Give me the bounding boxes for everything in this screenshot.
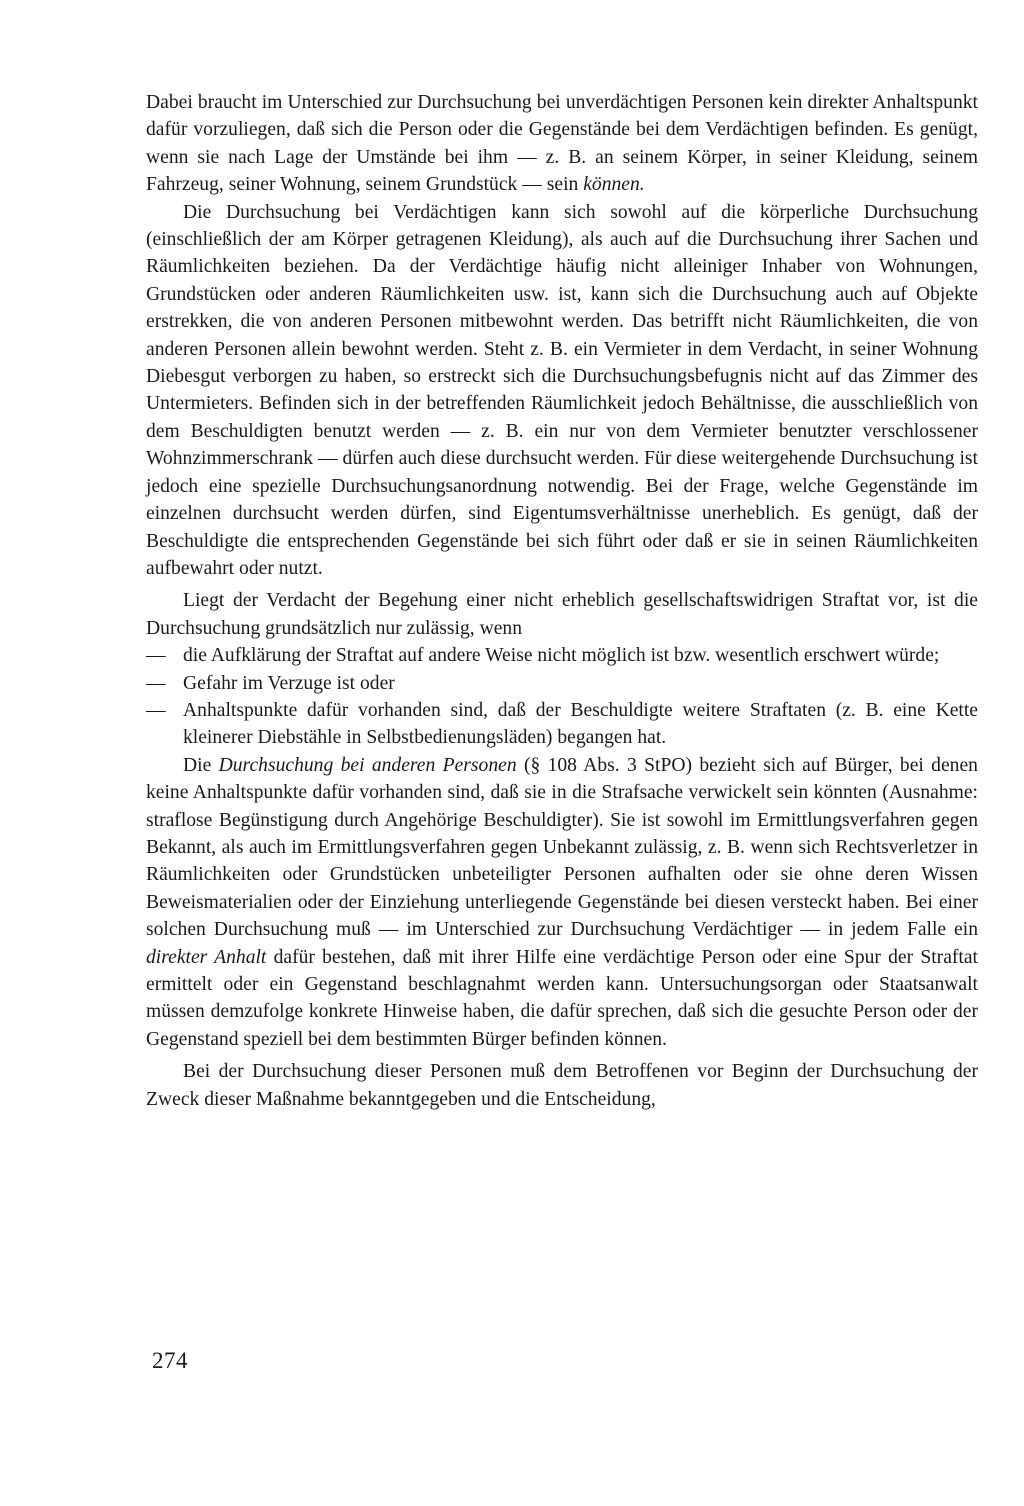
paragraph xyxy=(146,1058,978,1113)
body-text xyxy=(146,89,978,1113)
emphasis-text: können. xyxy=(583,174,645,196)
text-run: Bei der Durchsuchung dieser Personen muß dem Betroffenen vor Beginn der Durchsuchung der Zweck dieser Maßnahme bekanntgegeben und die Entscheidung, xyxy=(146,1061,978,1110)
text-run: Dabei braucht im Unterschied zur Durchsuchung bei unverdächtigen Personen kein direkter Anhaltspunkt dafür vorzuliegen, daß sich die Person oder die Gegenstände bei dem Verdächtigen befinden. Es genügt, wenn sie nach Lage der Umstände bei ihm — z. B. an seinem Körper, in seiner Kleidung, seinem Fahrzeug, seiner Wohnung, seinem Grundstück — sein xyxy=(146,92,978,196)
text-run: dafür bestehen, daß mit ihrer Hilfe eine verdächtige Person oder eine Spur der Straftat ermittelt oder ein Gegenstand beschlagnahmt werden kann. Untersuchungsorgan oder Staatsanwalt müssen demzufolge konkrete Hinweise haben, die dafür sprechen, daß sich die gesuchte Person oder der Gegenstand speziell bei dem bestimmten Bürger befinden können. xyxy=(146,946,979,1050)
text-run: Die xyxy=(183,754,219,776)
text-run: Liegt der Verdacht der Begehung einer nicht erheblich gesellschaftswidrigen Straftat vor, ist die Durchsuchung grundsätzlich nur zulässig, wenn xyxy=(146,590,978,639)
condition-list xyxy=(146,642,978,752)
paragraph xyxy=(146,89,978,199)
paragraph xyxy=(146,587,978,642)
emphasis-text: Durchsuchung bei anderen Personen xyxy=(218,754,517,776)
list-item: — Anhaltspunkte dafür vorhanden sind, daß der Beschuldigte weitere Straftaten (z. B. eine Kette kleinerer Diebstähle in Selbstbedienungsläden) begangen hat. xyxy=(146,697,978,752)
text-run: Die Durchsuchung bei Verdächtigen kann sich sowohl auf die körperliche Durchsuchung (einschließlich der am Körper getragenen Kleidung), als auch auf die Durchsuchung ihrer Sachen und Räumlichkeiten beziehen. Da der Verdächtige häufig nicht alleiniger Inhaber von Wohnungen, Grundstücken oder anderen Räumlichkeiten usw. ist, kann sich die Durchsuchung auch auf Objekte erstrekken, die von anderen Personen mitbewohnt werden. Das betrifft nicht Räumlichkeiten, die von anderen Personen allein bewohnt werden. Steht z. B. ein Vermieter in dem Verdacht, in seiner Wohnung Diebesgut verborgen zu haben, so erstreckt sich die Durchsuchungsbefugnis nicht auf das Zimmer des Untermieters. Befinden sich in der betreffenden Räumlichkeit jedoch Behältnisse, die ausschließlich von dem Beschuldigten benutzt werden — z. B. ein nur von dem Vermieter benutzter verschlossener Wohnzimmerschrank — dürfen auch diese durchsucht werden. Für diese weitergehende Durchsuchung ist jedoch eine spezielle Durchsuchungsanordnung notwendig. Bei der Frage, welche Gegenstände im einzelnen durchsucht werden dürfen, sind Eigentumsverhältnisse unerheblich. Es genügt, daß der Beschuldigte die entsprechenden Gegenstände bei sich führt oder daß er sie in seinen Räumlichkeiten aufbewahrt oder nutzt. xyxy=(146,201,978,579)
paragraph xyxy=(146,752,978,1053)
page-number: 274 xyxy=(152,1348,188,1373)
emphasis-text: direkter Anhalt xyxy=(146,946,267,968)
list-item: — Gefahr im Verzuge ist oder xyxy=(146,670,978,697)
paragraph xyxy=(146,199,978,583)
text-run: (§ 108 Abs. 3 StPO) bezieht sich auf Bürger, bei denen keine Anhaltspunkte dafür vorhanden sind, daß sie in die Strafsache verwickelt sein könnten (Ausnahme: straflose Begünstigung durch Angehörige Beschuldigter). Sie ist sowohl im Ermittlungsverfahren gegen Bekannt, als auch im Ermittlungsverfahren gegen Unbekannt zulässig, z. B. wenn sich Rechtsverletzer in Räumlichkeiten oder Grundstücken unbeteiligter Personen aufhalten oder sie ohne deren Wissen Beweismaterialien oder der Einziehung unterliegende Gegenstände bei diesen versteckt haben. Bei einer solchen Durchsuchung muß — im Unterschied zur Durchsuchung Verdächtiger — in jedem Falle ein xyxy=(146,754,978,941)
list-item: — die Aufklärung der Straftat auf andere Weise nicht möglich ist bzw. wesentlich erschwert würde; xyxy=(146,642,978,669)
